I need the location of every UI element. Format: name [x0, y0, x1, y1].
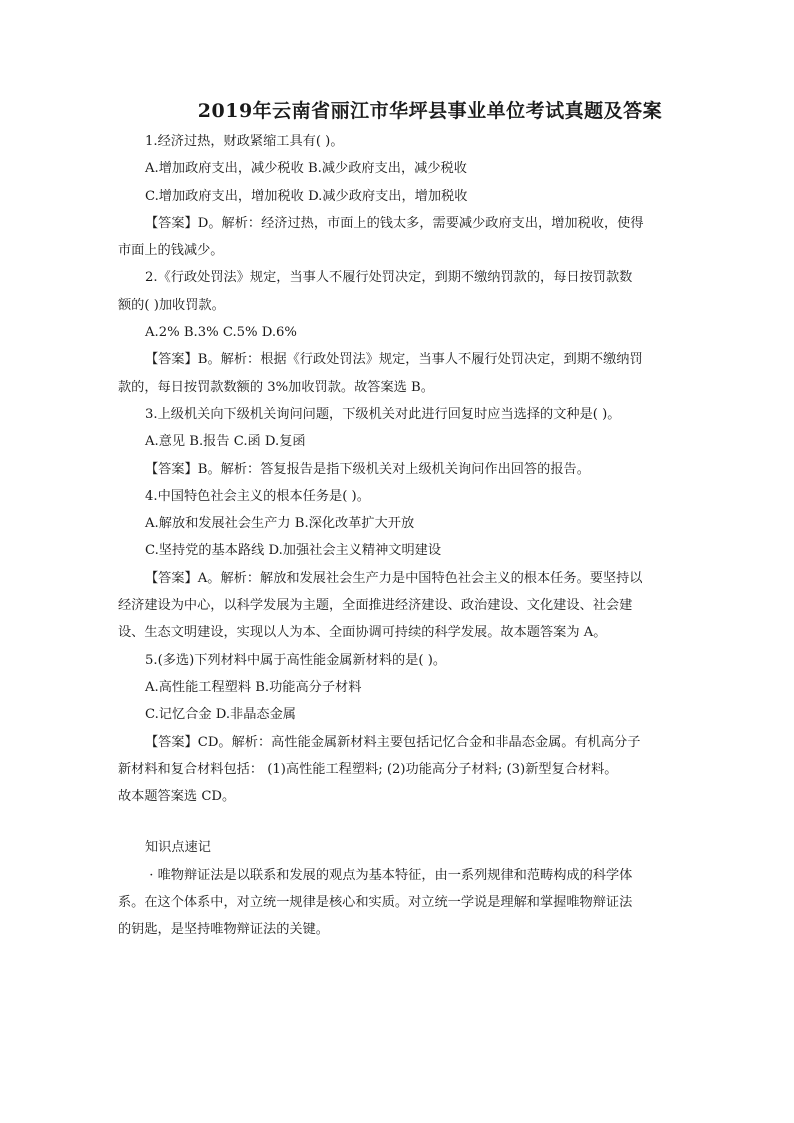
text-line: 额的( )加收罚款。 [118, 297, 225, 313]
text-line: 【答案】CD。解析：高性能金属新材料主要包括记忆合金和非晶态金属。有机高分子 [145, 734, 641, 750]
text-line: C.记忆合金 D.非晶态金属 [145, 707, 296, 723]
text-line: 故本题答案选 CD。 [118, 789, 236, 805]
text-line: A.高性能工程塑料 B.功能高分子材料 [145, 679, 362, 695]
text-line: C.增加政府支出，增加税收 D.减少政府支出，增加税收 [145, 188, 468, 204]
text-line: 的钥匙，是坚持唯物辩证法的关键。 [118, 922, 329, 938]
text-line: · 唯物辩证法是以联系和发展的观点为基本特征，由一系列规律和范畴构成的科学体 [145, 867, 633, 883]
text-line: 1.经济过热，财政紧缩工具有( )。 [145, 134, 344, 149]
text-line: A.2% B.3% C.5% D.6% [145, 325, 297, 341]
text-line: 5.(多选)下列材料中属于高性能金属新材料的是( )。 [145, 652, 447, 668]
text-line: A.增加政府支出，减少税收 B.减少政府支出，减少税收 [145, 161, 467, 177]
document-title: 2019年云南省丽江市华坪县事业单位考试真题及答案 [197, 100, 663, 122]
text-line: 【答案】A。解析：解放和发展社会生产力是中国特色社会主义的根本任务。要坚持以 [145, 570, 643, 586]
text-line: 知识点速记 [145, 840, 211, 856]
text-line: 新材料和复合材料包括： (1)高性能工程塑料; (2)功能高分子材料; (3)新型复合材料。 [118, 761, 618, 777]
text-line: 款的，每日按罚款数额的 3%加收罚款。故答案选 B。 [118, 379, 434, 395]
text-line: A.解放和发展社会生产力 B.深化改革扩大开放 [145, 516, 415, 532]
text-line: 2.《行政处罚法》规定，当事人不履行处罚决定，到期不缴纳罚款的，每日按罚款数 [145, 270, 633, 286]
text-line: 【答案】B。解析：根据《行政处罚法》规定，当事人不履行处罚决定，到期不缴纳罚 [145, 352, 643, 368]
text-line: 【答案】D。解析：经济过热，市面上的钱太多，需要减少政府支出，增加税收，使得 [145, 215, 644, 231]
text-line: C.坚持党的基本路线 D.加强社会主义精神文明建设 [145, 543, 442, 559]
text-line: 经济建设为中心，以科学发展为主题，全面推进经济建设、政治建设、文化建设、社会建 [118, 598, 633, 614]
text-line: 系。在这个体系中，对立统一规律是核心和实质。对立统一学说是理解和掌握唯物辩证法 [118, 895, 633, 911]
document-body [118, 128, 678, 944]
text-line: 市面上的钱减少。 [118, 243, 224, 259]
section-gap [118, 810, 678, 834]
text-line: A.意见 B.报告 C.函 D.复函 [145, 434, 306, 450]
text-line: 设、生态文明建设，实现以人为本、全面协调可持续的科学发展。故本题答案为 A。 [118, 625, 607, 641]
text-line: 3.上级机关向下级机关询问问题，下级机关对此进行回复时应当选择的文种是( )。 [145, 406, 621, 422]
text-line: 4.中国特色社会主义的根本任务是( )。 [145, 488, 370, 504]
text-line: 【答案】B。解析：答复报告是指下级机关对上级机关询问作出回答的报告。 [145, 461, 590, 477]
